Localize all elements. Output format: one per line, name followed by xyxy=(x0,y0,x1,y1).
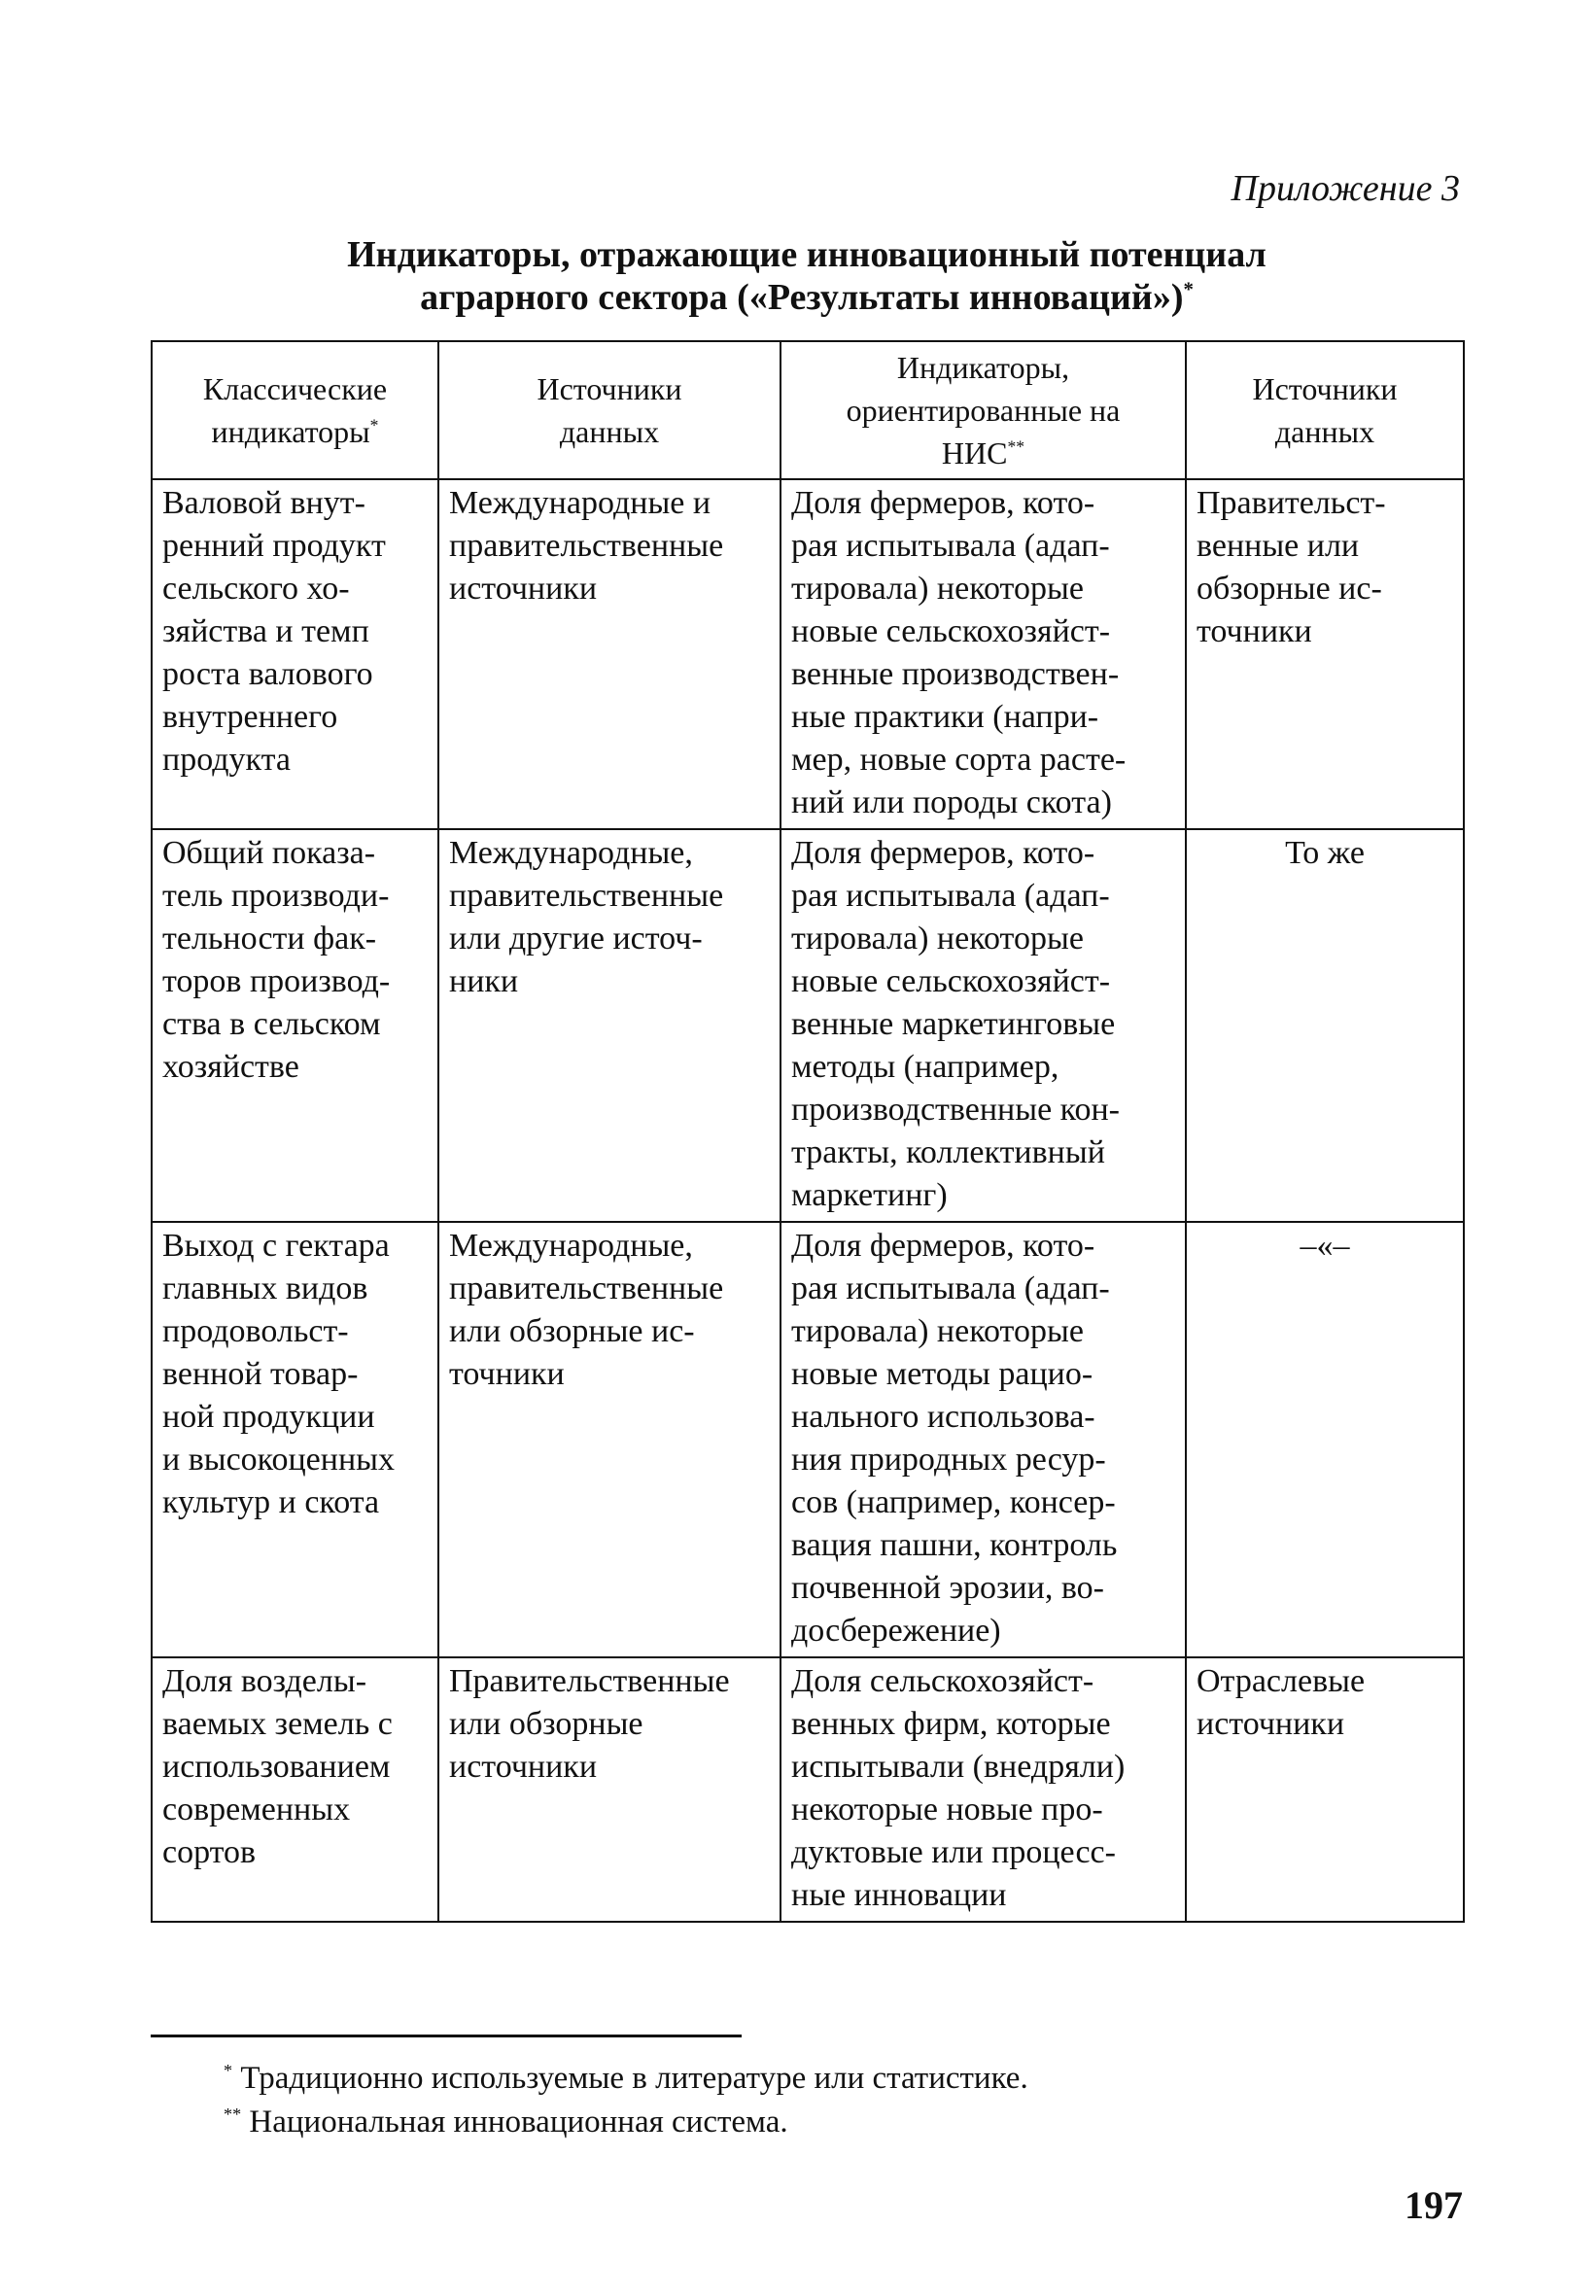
table-cell: Валовой внут- ренний продукт сельского хо- зяйства и темп роста валового внутреннего продукта xyxy=(152,479,438,829)
footnote-1-text: Традиционно используемые в литературе или статистике. xyxy=(240,2061,1028,2096)
footnote-divider xyxy=(151,2035,742,2037)
title-line-2-text: аграрного сектора («Результаты инноваций») xyxy=(420,277,1184,318)
table-row xyxy=(152,829,1464,1222)
table-cell: Международные, правительственные или обзорные ис- точники xyxy=(438,1222,781,1657)
table-cell: Доля возделы- ваемых земель с использованием современных сортов xyxy=(152,1657,438,1922)
footnote-1-mark: * xyxy=(224,2061,233,2080)
footnote-2-mark: ** xyxy=(224,2105,242,2124)
table-cell: Доля фермеров, кото- рая испытывала (адап- тировала) некоторые новые методы рацио- нального использова- ния природных ресур- сов (например, консер- вация пашни, контроль почвенной эрозии, во- досбережение) xyxy=(781,1222,1186,1657)
table-row xyxy=(152,479,1464,829)
title-line-1: Индикаторы, отражающие инновационный потенциал xyxy=(347,234,1266,275)
table-row xyxy=(152,1657,1464,1922)
footnote-1 xyxy=(224,2061,1028,2097)
document-title xyxy=(151,233,1463,319)
table-cell: Международные и правительственные источники xyxy=(438,479,781,829)
table-cell: Доля сельскохозяйст- венных фирм, которые испытывали (внедряли) некоторые новые про- дуктовые или процесс- ные инновации xyxy=(781,1657,1186,1922)
table-cell: То же xyxy=(1186,829,1464,1222)
page-number: 197 xyxy=(1405,2183,1463,2227)
header-data-sources-2: Источники данных xyxy=(1186,341,1464,479)
table-cell: Международные, правительственные или другие источ- ники xyxy=(438,829,781,1222)
table-cell: Правительст- венные или обзорные ис- точники xyxy=(1186,479,1464,829)
footnote-2-text: Национальная инновационная система. xyxy=(249,2105,788,2139)
table-cell: Отраслевые источники xyxy=(1186,1657,1464,1922)
appendix-label: Приложение 3 xyxy=(1231,168,1460,209)
table-cell: Доля фермеров, кото- рая испытывала (адап- тировала) некоторые новые сельскохозяйст- венные производствен- ные практики (напри- мер, новые сорта расте- ний или породы скота) xyxy=(781,479,1186,829)
indicators-table xyxy=(151,340,1465,1923)
table-cell: Доля фермеров, кото- рая испытывала (адап- тировала) некоторые новые сельскохозяйст- венные маркетинговые методы (например, производственные кон- тракты, коллективный маркетинг) xyxy=(781,829,1186,1222)
table-cell: Правительственные или обзорные источники xyxy=(438,1657,781,1922)
title-footnote-mark: * xyxy=(1183,277,1194,301)
table-header-row xyxy=(152,341,1464,479)
footnote-2 xyxy=(224,2105,788,2140)
table-cell: –«– xyxy=(1186,1222,1464,1657)
title-line-2 xyxy=(151,276,1463,319)
table-cell: Общий показа- тель производи- тельности фак- торов производ- ства в сельском хозяйстве xyxy=(152,829,438,1222)
header-nis-indicators: Индикаторы, ориентированные на НИС** xyxy=(781,341,1186,479)
table-row xyxy=(152,1222,1464,1657)
header-classic-indicators: Классические индикаторы* xyxy=(152,341,438,479)
header-data-sources-1: Источники данных xyxy=(438,341,781,479)
table-cell: Выход с гектара главных видов продовольст- венной товар- ной продукции и высокоценных культур и скота xyxy=(152,1222,438,1657)
